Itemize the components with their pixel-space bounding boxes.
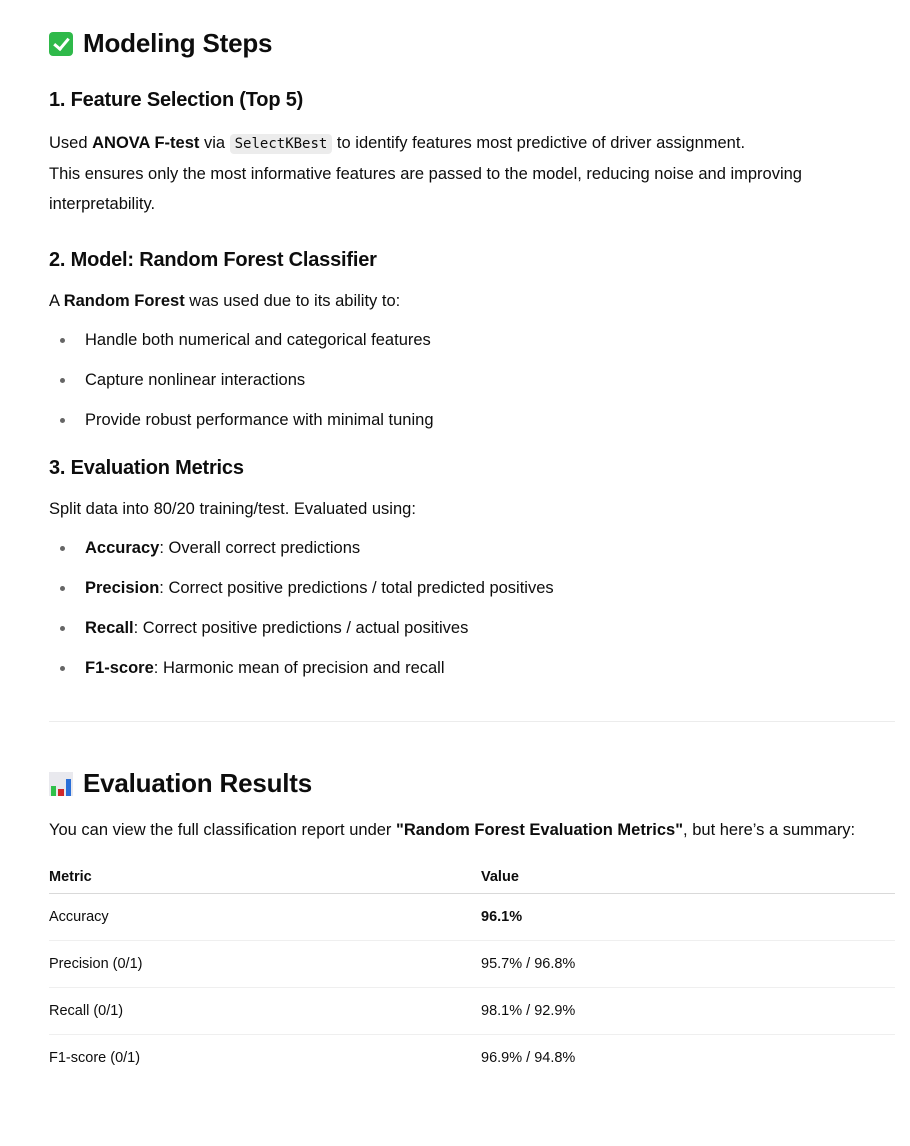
term: F1-score (85, 659, 154, 677)
text: to identify features most predictive of driver assignment. (332, 134, 746, 152)
modeling-steps-heading (49, 0, 895, 59)
desc: : Harmonic mean of precision and recall (153, 659, 445, 677)
model-intro (49, 286, 895, 316)
metric-cell: Accuracy (49, 894, 481, 941)
bar-chart-icon (49, 772, 73, 796)
table-header-row (49, 857, 895, 894)
list-item (49, 613, 895, 643)
table-row (49, 894, 895, 941)
evaluation-results-title: Evaluation Results (83, 768, 313, 798)
desc: : Correct positive predictions / total predicted positives (159, 579, 554, 597)
model-heading: 2. Model: Random Forest Classifier (49, 249, 377, 271)
list-item: Capture nonlinear interactions (49, 365, 895, 395)
list-item: Provide robust performance with minimal tuning (49, 405, 895, 435)
term: Accuracy (85, 539, 160, 557)
text: , but here’s a summary: (683, 821, 856, 839)
term: Recall (85, 619, 134, 637)
list-item (49, 573, 895, 603)
list-item: Handle both numerical and categorical features (49, 325, 895, 355)
metric-cell: Recall (0/1) (49, 988, 481, 1035)
value-cell: 95.7% / 96.8% (481, 941, 895, 988)
table-row (49, 1035, 895, 1082)
feature-selection-heading: 1. Feature Selection (Top 5) (49, 89, 304, 111)
value-cell: 98.1% / 92.9% (481, 988, 895, 1035)
list-item (49, 533, 895, 563)
evaluation-intro: Split data into 80/20 training/test. Evaluated using: (49, 500, 416, 518)
column-header-metric: Metric (49, 857, 481, 894)
term: Precision (85, 579, 160, 597)
modeling-steps-title: Modeling Steps (83, 28, 273, 58)
feature-selection-paragraph (49, 128, 879, 219)
evaluation-results-heading (49, 768, 895, 799)
desc: : Correct positive predictions / actual positives (133, 619, 469, 637)
section-divider (49, 721, 895, 722)
model-abilities-list (49, 325, 895, 435)
report-name: "Random Forest Evaluation Metrics" (396, 821, 684, 839)
random-forest-term: Random Forest (63, 292, 185, 310)
results-table (49, 857, 895, 1081)
check-mark-icon (49, 32, 73, 56)
metric-cell: Precision (0/1) (49, 941, 481, 988)
evaluation-metrics-heading: 3. Evaluation Metrics (49, 457, 244, 479)
column-header-value: Value (481, 857, 895, 894)
text: via (199, 134, 230, 152)
text: Used (49, 134, 93, 152)
selectkbest-code: SelectKBest (230, 134, 333, 154)
desc: : Overall correct predictions (159, 539, 361, 557)
anova-term: ANOVA F-test (92, 134, 200, 152)
metric-cell: F1-score (0/1) (49, 1050, 141, 1066)
table-row (49, 941, 895, 988)
table-row (49, 988, 895, 1035)
metrics-list (49, 533, 895, 683)
text: This ensures only the most informative features are passed to the model, reducing noise and improving interpretability. (49, 165, 802, 213)
list-item (49, 653, 895, 683)
results-intro (49, 815, 879, 845)
value-cell: 96.9% / 94.8% (481, 1050, 576, 1066)
value-cell: 96.1% (481, 894, 895, 941)
text: A (49, 292, 64, 310)
text: was used due to its ability to: (184, 292, 401, 310)
text: You can view the full classification report under (49, 821, 396, 839)
